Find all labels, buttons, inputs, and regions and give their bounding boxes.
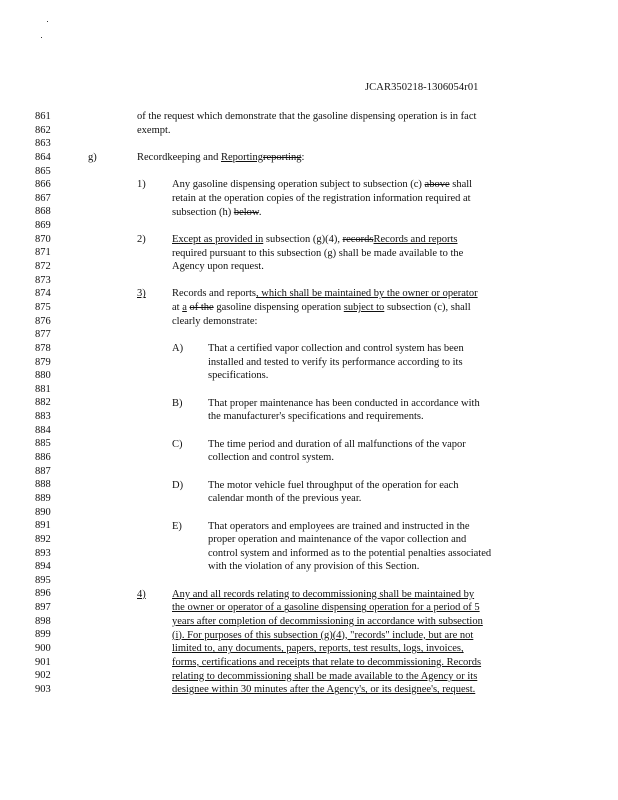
- text-line: The motor vehicle fuel throughput of the operation for each: [208, 479, 459, 491]
- line-number: 874: [35, 288, 51, 300]
- line-number: 882: [35, 397, 51, 409]
- line-number: 894: [35, 561, 51, 573]
- line-number: 898: [35, 615, 51, 627]
- line-number: 900: [35, 642, 51, 654]
- subitem-label: A): [172, 343, 184, 355]
- text-line: subsection (h) below.: [172, 206, 262, 218]
- line-number: 892: [35, 533, 51, 545]
- text-line: limited to, any documents, papers, reports, test results, logs, invoices,: [172, 643, 464, 655]
- line-number: 875: [35, 301, 51, 313]
- line-number: 887: [35, 465, 51, 477]
- text-line: exempt.: [137, 124, 171, 136]
- text-line: forms, certifications and receipts that relate to decommissioning. Records: [172, 657, 482, 668]
- line-number: 889: [35, 492, 51, 504]
- line-number: 873: [35, 274, 51, 286]
- text-line: That a certified vapor collection and control system has been: [208, 343, 464, 355]
- line-number: 861: [35, 111, 51, 122]
- text-line: of the request which demonstrate that the gasoline dispensing operation is in fact: [137, 111, 477, 122]
- text-line: the manufacturer's specifications and requirements.: [208, 411, 424, 423]
- text-line: specifications.: [208, 370, 269, 382]
- line-number: 866: [35, 179, 51, 191]
- line-number: 890: [35, 506, 51, 518]
- line-number: 872: [35, 261, 51, 273]
- item-label: 4): [137, 588, 146, 600]
- line-number: 885: [35, 438, 51, 450]
- text-line: proper operation and maintenance of the vapor collection and: [208, 534, 467, 546]
- text-line: control system and informed as to the potential penalties associated: [208, 547, 492, 559]
- line-number: 893: [35, 547, 51, 559]
- document-id: JCAR350218-1306054r01: [365, 82, 479, 93]
- line-number: 899: [35, 629, 51, 641]
- text-line: collection and control system.: [208, 452, 334, 464]
- text-line: required pursuant to this subsection (g) shall be made available to the: [172, 247, 464, 259]
- line-number: 880: [35, 370, 51, 382]
- text-line: Agency upon request.: [172, 261, 264, 273]
- line-number: 888: [35, 479, 51, 491]
- line-number: 877: [35, 329, 51, 341]
- text-line: Records and reports, which shall be maintained by the owner or operator: [172, 288, 478, 300]
- line-number: 901: [35, 656, 51, 668]
- text-line: The time period and duration of all malfunctions of the vapor: [208, 438, 466, 450]
- text-line: designee within 30 minutes after the Agency's, or its designee's, request.: [172, 684, 476, 696]
- text-line: years after completion of decommissioning in accordance with subsection: [172, 616, 483, 628]
- line-number: 879: [35, 356, 51, 368]
- scan-speck: [47, 21, 48, 22]
- scan-speck: [41, 37, 42, 38]
- item-label: 2): [137, 233, 146, 245]
- item-label: 3): [137, 288, 146, 300]
- text-line: relating to decommissioning shall be made available to the Agency or its: [172, 670, 478, 682]
- text-line: at a of the gasoline dispensing operation subject to subsection (c), shall: [172, 302, 471, 314]
- text-line: with the violation of any provision of this Section.: [208, 561, 420, 573]
- subitem-label: E): [172, 520, 182, 532]
- subitem-label: C): [172, 438, 183, 450]
- line-number: 891: [35, 520, 51, 532]
- item-label: 1): [137, 179, 146, 191]
- line-number: 884: [35, 424, 51, 436]
- line-number: 902: [35, 670, 51, 682]
- line-number: 871: [35, 247, 51, 259]
- text-line: installed and tested to verify its performance according to its: [208, 356, 463, 368]
- line-number: 862: [35, 124, 51, 136]
- line-number: 897: [35, 602, 51, 614]
- text-line: That proper maintenance has been conducted in accordance with: [208, 397, 480, 409]
- line-number: 878: [35, 342, 51, 354]
- line-number: 863: [35, 138, 51, 150]
- line-number: 895: [35, 574, 51, 586]
- subsection-label: g): [88, 151, 97, 163]
- line-number: 896: [35, 588, 51, 600]
- line-number: 876: [35, 315, 51, 327]
- line-number: 881: [35, 383, 51, 395]
- line-number: 867: [35, 192, 51, 204]
- text-line: Except as provided in subsection (g)(4), recordsRecords and reports: [172, 233, 458, 245]
- text-line: clearly demonstrate:: [172, 315, 258, 327]
- line-number: 883: [35, 411, 51, 423]
- text-line: Any and all records relating to decommissioning shall be maintained by: [172, 588, 475, 600]
- line-number: 865: [35, 165, 51, 177]
- text-line: the owner or operator of a gasoline dispensing operation for a period of 5: [172, 602, 480, 614]
- line-number: 868: [35, 206, 51, 218]
- text-line: Any gasoline dispensing operation subject to subsection (c) above shall: [172, 179, 473, 191]
- text-line: retain at the operation copies of the registration information required at: [172, 192, 471, 204]
- text-line: That operators and employees are trained and instructed in the: [208, 520, 470, 532]
- subitem-label: B): [172, 397, 183, 409]
- line-number: 869: [35, 220, 51, 232]
- line-number: 903: [35, 683, 51, 695]
- line-number-column: [35, 110, 75, 697]
- text-line: (i). For purposes of this subsection (g)(4), "records" include, but are not: [172, 629, 474, 641]
- subsection-title: Recordkeeping and Reportingreporting:: [137, 151, 305, 163]
- subitem-label: D): [172, 479, 184, 491]
- line-number: 870: [35, 233, 51, 245]
- line-number: 886: [35, 452, 51, 464]
- text-line: calendar month of the previous year.: [208, 493, 362, 505]
- line-number: 864: [35, 151, 51, 163]
